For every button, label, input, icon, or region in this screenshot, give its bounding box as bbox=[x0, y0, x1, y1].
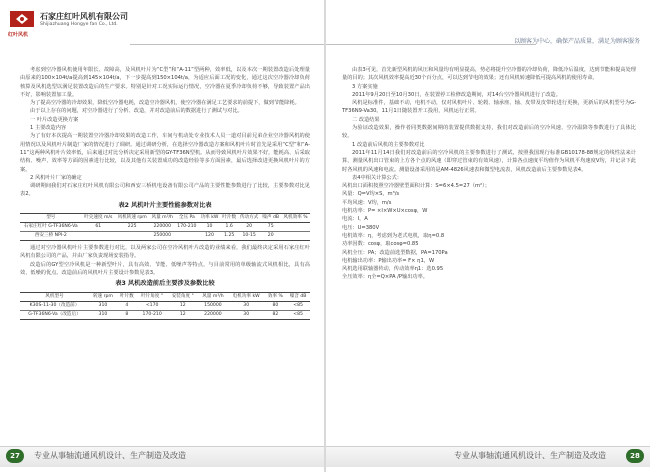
company-logo bbox=[8, 8, 128, 48]
table-cell: 20 bbox=[238, 223, 260, 232]
footer-text: 专业从事轴流通风机设计、生产制造及改造 bbox=[454, 451, 606, 460]
right-page bbox=[326, 0, 650, 472]
table-cell: <85 bbox=[286, 301, 310, 310]
paragraph: 2011年9月20日至10月30日，在装置停工检修改造期间，对14台空冷器风机进行了改造。 bbox=[352, 91, 561, 98]
table-cell: 8 bbox=[117, 310, 137, 319]
table-cell: 250000 bbox=[149, 232, 175, 241]
company-name-cn: 石家庄红叶风机有限公司 bbox=[40, 12, 128, 21]
logo-caption: 红叶风机 bbox=[8, 32, 29, 38]
table-cell bbox=[175, 232, 198, 241]
formula-line: 风量：Q=V均×S，m³/s bbox=[342, 191, 400, 198]
paragraph: 改造后的GY型空冷风机是一种新型叶片，具有高效、节能、低噪声等特点，与目前常用的单级轴流式风机相比，具有高效、低噪的优点。改造前后的风机叶片主要设计参数见表3。 bbox=[20, 261, 310, 276]
formula-line: 风机全压：PA；改造前选型数据，PA=170Pa bbox=[342, 249, 448, 256]
table-header-cell: 功率 kW bbox=[199, 214, 221, 223]
section-heading: 一 叶片改造更换方案 bbox=[30, 116, 79, 123]
table-cell: G-TF36N6-Va（改造后） bbox=[20, 310, 89, 319]
table-cell: 12 bbox=[167, 310, 198, 319]
formula-list bbox=[342, 182, 636, 282]
header-slogan: 以顾客为中心，确保产品质量，满足为顾客服务 bbox=[513, 38, 640, 45]
table-header-cell: 叶尖速度 m/s bbox=[82, 214, 115, 223]
left-page bbox=[0, 0, 324, 472]
company-name-en: Shijiazhuang Hongye fan Co., Ltd. bbox=[40, 22, 118, 27]
table-header-cell: 风机效率 % bbox=[281, 214, 310, 223]
table-header-cell: 传动方式 bbox=[238, 214, 260, 223]
footer-text: 专业从事轴流通风机设计、生产制造及改造 bbox=[34, 451, 186, 460]
table-header-cell: 效率 % bbox=[265, 292, 287, 301]
table-row bbox=[20, 223, 310, 232]
table-cell: 220000 bbox=[149, 223, 175, 232]
subsection-heading: 表4中相关计算公式： bbox=[352, 174, 402, 181]
table-header-cell: 噪声 dB bbox=[260, 214, 281, 223]
table-cell: 20 bbox=[260, 232, 281, 241]
table3-title: 表3 风机改造前后主要涉及参数比较 bbox=[115, 280, 215, 288]
paragraph: 为验证改造效果，操作者同类数据间期的装置提供数据支持，我们对改造前后的空冷风速、空冷温降等参数进行了具体比较。 bbox=[342, 125, 636, 140]
left-body bbox=[20, 66, 310, 320]
table-cell: 82 bbox=[265, 310, 287, 319]
table-header-cell: 风机型号 bbox=[20, 292, 89, 301]
table-header-cell: 转速 rpm bbox=[89, 292, 117, 301]
table-cell: 170-210 bbox=[175, 223, 198, 232]
table-cell: <170 bbox=[137, 301, 168, 310]
header-rule bbox=[130, 44, 324, 45]
table-cell bbox=[115, 232, 149, 241]
table-row bbox=[20, 301, 310, 310]
table-cell: 1.6 bbox=[220, 223, 237, 232]
section-heading: 3 方案实施 bbox=[352, 83, 378, 90]
paragraph: 通过对空冷器风机叶片主要参数进行对比，以及两家公司在空冷风机叶片改造的业绩来看，我们最终决定采用石家庄红叶风机有限公司的产品，并由厂家负责现场安装指导。 bbox=[20, 245, 310, 260]
table-header-cell: 叶片数 bbox=[220, 214, 237, 223]
formula-line: 全压效率：η全=Q×PA /P输出功率。 bbox=[342, 274, 428, 281]
table2 bbox=[20, 213, 310, 241]
formula-line: 风机选用联轴器传动，传动效率η1：选0.95 bbox=[342, 266, 444, 273]
table-header-cell: 电机功率 kW bbox=[228, 292, 265, 301]
table-cell: 30 bbox=[228, 301, 265, 310]
table-cell: 10-15 bbox=[238, 232, 260, 241]
table-header-cell: 风量 m³/h bbox=[198, 292, 228, 301]
paragraph: 由于以上存在的问题，对空冷器进行了分析、改造，并对改造前后的数据进行了测试与对比。 bbox=[30, 108, 243, 115]
table-cell: 310 bbox=[89, 301, 117, 310]
table-cell: 西安三桥 NPI-2 bbox=[20, 232, 82, 241]
table-cell: 10 bbox=[199, 223, 221, 232]
table-cell: 120 bbox=[199, 232, 221, 241]
table-row bbox=[20, 232, 310, 241]
table-cell: 310 bbox=[89, 310, 117, 319]
table-cell: 1.25 bbox=[220, 232, 237, 241]
table-cell: K30S-11-30（改造前） bbox=[20, 301, 89, 310]
table-header-cell: 叶片角度 ° bbox=[137, 292, 168, 301]
page-number: 28 bbox=[626, 449, 644, 463]
table-cell bbox=[281, 223, 310, 232]
section-heading: 二 改造结果 bbox=[352, 116, 380, 123]
formula-line: 电机输出功率：P输出功率= F× η1，W bbox=[342, 257, 435, 264]
table-cell: 4 bbox=[117, 301, 137, 310]
table-header-cell: 风机转速 rpm bbox=[115, 214, 149, 223]
table-cell: 80 bbox=[265, 301, 287, 310]
formula-line: 电压：U=380V bbox=[342, 224, 380, 231]
table-cell: <85 bbox=[286, 310, 310, 319]
table-cell: 30 bbox=[228, 310, 265, 319]
table-cell: 75 bbox=[260, 223, 281, 232]
formula-line: 电机效率：η，考虑到为老式电机，取η=0.8 bbox=[342, 232, 445, 239]
page-number: 27 bbox=[6, 449, 24, 463]
table-row bbox=[20, 310, 310, 319]
header-rule bbox=[326, 44, 536, 45]
table3 bbox=[20, 292, 310, 320]
table-cell: 170-210 bbox=[137, 310, 168, 319]
paragraph: 风机是标准件，基础不动，电机不动，仅对风机叶片、轮毂、轴承座、轴、皮带及皮带轮进行更换，更新后的风机型号为G-TF36N9-Va30。11月1日随装置开工投用，风机运行正常。 bbox=[342, 100, 636, 115]
right-body bbox=[342, 66, 636, 282]
paragraph: 由表3可见，首先新型风机的风压和风量均有明显提高，势必将提升空冷器的冷却负荷，降低冷后温度，达到节能和提高处理量的目的；其次风机效率提高近30个百分点，可以达到节电的效果；还有风机转速降低可提高风机的使用寿命。 bbox=[342, 67, 636, 82]
fan-logo-icon bbox=[8, 8, 36, 30]
subsection-heading: 1 改造前后风机的主要参数对比 bbox=[352, 141, 425, 148]
formula-line: 电机功率：P= ×I×W×U×cosφ，W bbox=[342, 208, 428, 215]
table-cell: 225 bbox=[115, 223, 149, 232]
formula-line: 平均风速：V均，m/s bbox=[342, 199, 392, 206]
table-header-cell: 叶片数 bbox=[117, 292, 137, 301]
subsection-heading: 1 主要改造内容 bbox=[30, 125, 67, 132]
table-cell: 150000 bbox=[198, 301, 228, 310]
table-header-cell: 风量 m³/h bbox=[149, 214, 175, 223]
paragraph: 为了提高空冷器的冷却效果，降低空冷器电耗，改造空冷器风机，使空冷器在满足工艺要求的前提下，做到节能降耗。 bbox=[30, 100, 300, 107]
paragraph: 为了有好本次提高一期装置空冷器冷却效果的改造工作，车间与机动处专业技术人员一道对目前兄弟企业空冷器风机的使用情况以及风机叶片制造厂家的情况进行了调研。通过调研分析，在选择空冷器改造方案和风机叶片时首先是采用“C型”和“A-11”这两种风机叶片效率低，后来通过对比分析决定采用新型的GY-TF36N型机。从而导致风机叶片效果不好，能耗高、后采取结构、噪声、效率等方面的因素进行比较，以及其他有关装置成功的改造经验等多方面因素，最后选择改进更换风机叶片的方案。 bbox=[20, 133, 310, 173]
table-cell: 220000 bbox=[198, 310, 228, 319]
table-cell: 61 bbox=[82, 223, 115, 232]
paragraph: 考虑到空冷器风机使用年限长、故障高，及风机叶片为“C型”和“A-11”型两种，效率低，以及本次一期装置改造后处理量由原来的100×104t/a提高到145×104t/a，下一步提高到150×104t/a，为适应后面工况的变化，通过这次空冷器冷却负荷核算及风机选型以满足装置改造后的生产要求。特别是针对工况实际运行情况，空冷器在夏季冷却负荷不够，导致装置产品出不好，影响装置加工量。 bbox=[20, 67, 310, 98]
table-cell bbox=[281, 232, 310, 241]
table-cell: 12 bbox=[167, 301, 198, 310]
table-cell bbox=[82, 232, 115, 241]
table-header-cell: 噪音 dB bbox=[286, 292, 310, 301]
table-header-cell: 全压 Pa bbox=[175, 214, 198, 223]
table-header-cell: 安装角度 ° bbox=[167, 292, 198, 301]
table-cell: 石家庄红叶 G-TF36N6-Va bbox=[20, 223, 82, 232]
formula-line: 电流：I，A bbox=[342, 216, 368, 223]
table2-title: 表2 风机叶片主要性能参数对比表 bbox=[118, 201, 212, 209]
paragraph: 调研期间我们对石家庄红叶风机有限公司和西安三桥机电设备有限公司产品的主要性能参数进行了比较，主要参数对比见表2。 bbox=[20, 183, 310, 198]
table-header-cell: 型号 bbox=[20, 214, 82, 223]
formula-line: 功率因数：cosφ，取cosφ=0.85 bbox=[342, 241, 419, 248]
subsection-heading: 2 风机叶片厂家的确定 bbox=[30, 174, 82, 181]
formula-line: 风机出口面积按照空冷器壁型面积计算：S=6×4.5=27（m²）； bbox=[342, 183, 490, 190]
paragraph: 2011年11月14日我们对改造前后的空冷风机的主要参数进行了测试，按照我国现行标准GB10178-88规定的线性法来计算，测量风机出口管束的上方各个点的风速（即穿过管束的有效风速），计算各点速度平均值作为风机平均速度V均，并记录下此时各风机的风速和电流。测量设备采用的是AM-4826风速表和微型电流表，风机改造前后主要参数见表4。 bbox=[342, 149, 636, 173]
